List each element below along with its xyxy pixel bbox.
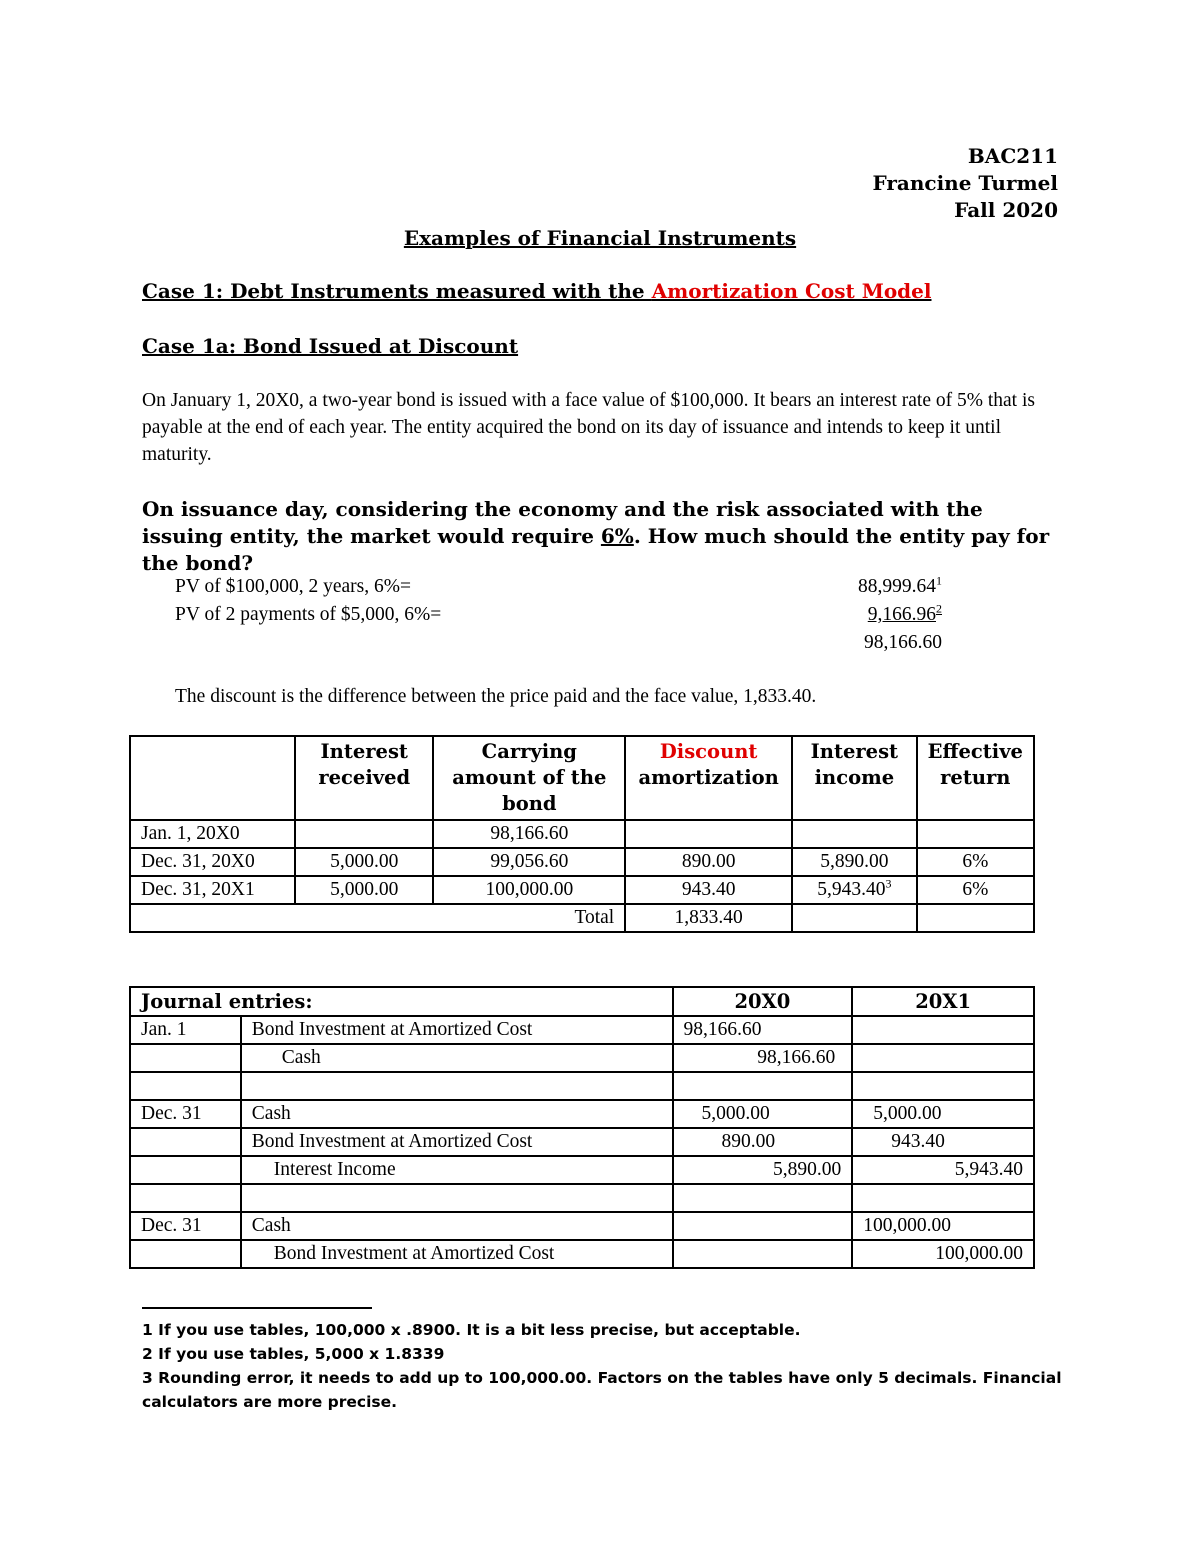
pv-label-2: PV of 2 payments of $5,000, 6%= [175,604,442,625]
footnote-3: 3 Rounding error, it needs to add up to 100,000.00. Factors on the tables have only 5 decimals. Financial calculators are more precise. [142,1369,1062,1411]
amort-interest-income: 5,890.00 [792,848,917,876]
table-row [130,820,1034,848]
table-row [130,876,1034,904]
amort-interest-received [295,820,433,848]
journal-header-20x0: 20X0 [673,987,853,1016]
journal-20x0 [673,1240,853,1268]
journal-date: Jan. 1 [130,1016,241,1044]
journal-account [241,1072,673,1100]
table-row [130,1212,1034,1240]
amort-carrying-amount: 98,166.60 [433,820,625,848]
amort-discount [625,820,792,848]
amort-total-value: 1,833.40 [625,904,792,932]
term: Fall 2020 [954,198,1058,222]
amort-interest-income [792,820,917,848]
journal-header-title: Journal entries: [130,987,673,1016]
table-row [130,848,1034,876]
amort-interest-income-value: 5,943.40 [817,879,886,900]
intro-paragraph: On January 1, 20X0, a two-year bond is issued with a face value of $100,000. It bears an interest rate of 5% that is payable at the end of each year. The entity acquired the bond on its day of issuance and intends to keep it until maturity. [142,390,1035,465]
pv-note-2: 2 [936,601,942,616]
table-row [130,1072,1034,1100]
amort-interest-received: 5,000.00 [295,876,433,904]
amort-discount: 890.00 [625,848,792,876]
journal-table [129,986,1035,1269]
journal-20x0: 5,890.00 [673,1156,853,1184]
footnote-1: 1 If you use tables, 100,000 x .8900. It is a bit less precise, but acceptable. [142,1321,801,1339]
journal-20x1 [852,1016,1034,1044]
case1-heading [142,279,932,303]
pv-value-2-num: 9,166.96 [867,604,936,625]
journal-date: Dec. 31 [130,1212,241,1240]
journal-date [130,1156,241,1184]
amortization-table [129,735,1035,933]
table-row [130,1100,1034,1128]
amort-header-interest-received: Interest received [295,736,433,820]
table-row [130,1156,1034,1184]
journal-account [241,1184,673,1212]
journal-header-20x1: 20X1 [852,987,1034,1016]
amort-header-blank [130,736,295,820]
journal-date [130,1072,241,1100]
amort-note-3: 3 [885,876,892,891]
author-name: Francine Turmel [872,171,1058,195]
footnote-2: 2 If you use tables, 5,000 x 1.8339 [142,1345,445,1363]
amort-header-discount: Discount [659,740,758,763]
amort-total-empty [792,904,917,932]
journal-date: Dec. 31 [130,1100,241,1128]
pv-label-1: PV of $100,000, 2 years, 6%= [175,576,411,597]
journal-account: Cash [241,1212,673,1240]
table-row [130,1128,1034,1156]
question-rate: 6% [600,524,634,548]
amort-total-label: Total [130,904,625,932]
amort-effective-return: 6% [917,876,1034,904]
journal-20x1 [852,1184,1034,1212]
journal-date [130,1240,241,1268]
pv-total: 98,166.60 [864,632,942,653]
page-title: Examples of Financial Instruments [403,226,797,250]
journal-20x0 [673,1072,853,1100]
case1-prefix: Case 1: Debt Instruments measured with the [142,279,652,303]
pv-note-1: 1 [936,573,942,588]
table-row [130,1016,1034,1044]
journal-account: Bond Investment at Amortized Cost [241,1128,673,1156]
amort-carrying-amount: 100,000.00 [433,876,625,904]
amort-effective-return: 6% [917,848,1034,876]
amort-date: Dec. 31, 20X1 [130,876,295,904]
amort-interest-income [792,876,917,904]
pv-value-2 [867,601,942,626]
amort-header-effective-return: Effective return [917,736,1034,820]
journal-20x0: 5,000.00 [673,1100,853,1128]
journal-20x0: 98,166.60 [673,1016,853,1044]
journal-20x0: 98,166.60 [673,1044,853,1072]
pv-value-1-num: 88,999.64 [858,576,936,597]
journal-header-row [130,987,1034,1016]
amort-interest-received: 5,000.00 [295,848,433,876]
amort-total-row [130,904,1034,932]
journal-date [130,1044,241,1072]
journal-date [130,1184,241,1212]
journal-20x1: 100,000.00 [852,1240,1034,1268]
table-row [130,1044,1034,1072]
amort-carrying-amount: 99,056.60 [433,848,625,876]
journal-20x1 [852,1072,1034,1100]
journal-20x0: 890.00 [673,1128,853,1156]
journal-account: Bond Investment at Amortized Cost [241,1016,673,1044]
journal-account: Bond Investment at Amortized Cost [241,1240,673,1268]
amort-discount: 943.40 [625,876,792,904]
amort-total-empty [917,904,1034,932]
case1-highlight: Amortization Cost Model [651,279,932,303]
discount-text: The discount is the difference between the price paid and the face value, 1,833.40. [175,686,817,707]
case1a-heading: Case 1a: Bond Issued at Discount [142,334,519,358]
amort-header-interest-income: Interest income [792,736,917,820]
amort-header-row [130,736,1034,820]
journal-date [130,1128,241,1156]
question-after: . How much should the entity pay for the bond? [142,524,1050,575]
table-row [130,1240,1034,1268]
question-paragraph [142,496,1062,577]
amort-effective-return [917,820,1034,848]
amort-header-discount-amortization [625,736,792,820]
amort-date: Dec. 31, 20X0 [130,848,295,876]
course-code: BAC211 [967,144,1058,168]
journal-account: Interest Income [241,1156,673,1184]
journal-20x1: 943.40 [852,1128,1034,1156]
journal-20x0 [673,1184,853,1212]
table-row [130,1184,1034,1212]
journal-20x1: 5,943.40 [852,1156,1034,1184]
amort-date: Jan. 1, 20X0 [130,820,295,848]
amort-header-carrying-amount: Carrying amount of the bond [433,736,625,820]
journal-20x1 [852,1044,1034,1072]
question-before: On issuance day, considering the economy and the risk associated with the issuing entity, the market would require [142,497,983,548]
journal-account: Cash [241,1044,673,1072]
journal-20x1: 100,000.00 [852,1212,1034,1240]
pv-value-1 [858,573,942,598]
footnote-separator [142,1307,372,1309]
amort-header-amortization: amortization [638,766,779,789]
journal-20x1: 5,000.00 [852,1100,1034,1128]
journal-account: Cash [241,1100,673,1128]
journal-20x0 [673,1212,853,1240]
